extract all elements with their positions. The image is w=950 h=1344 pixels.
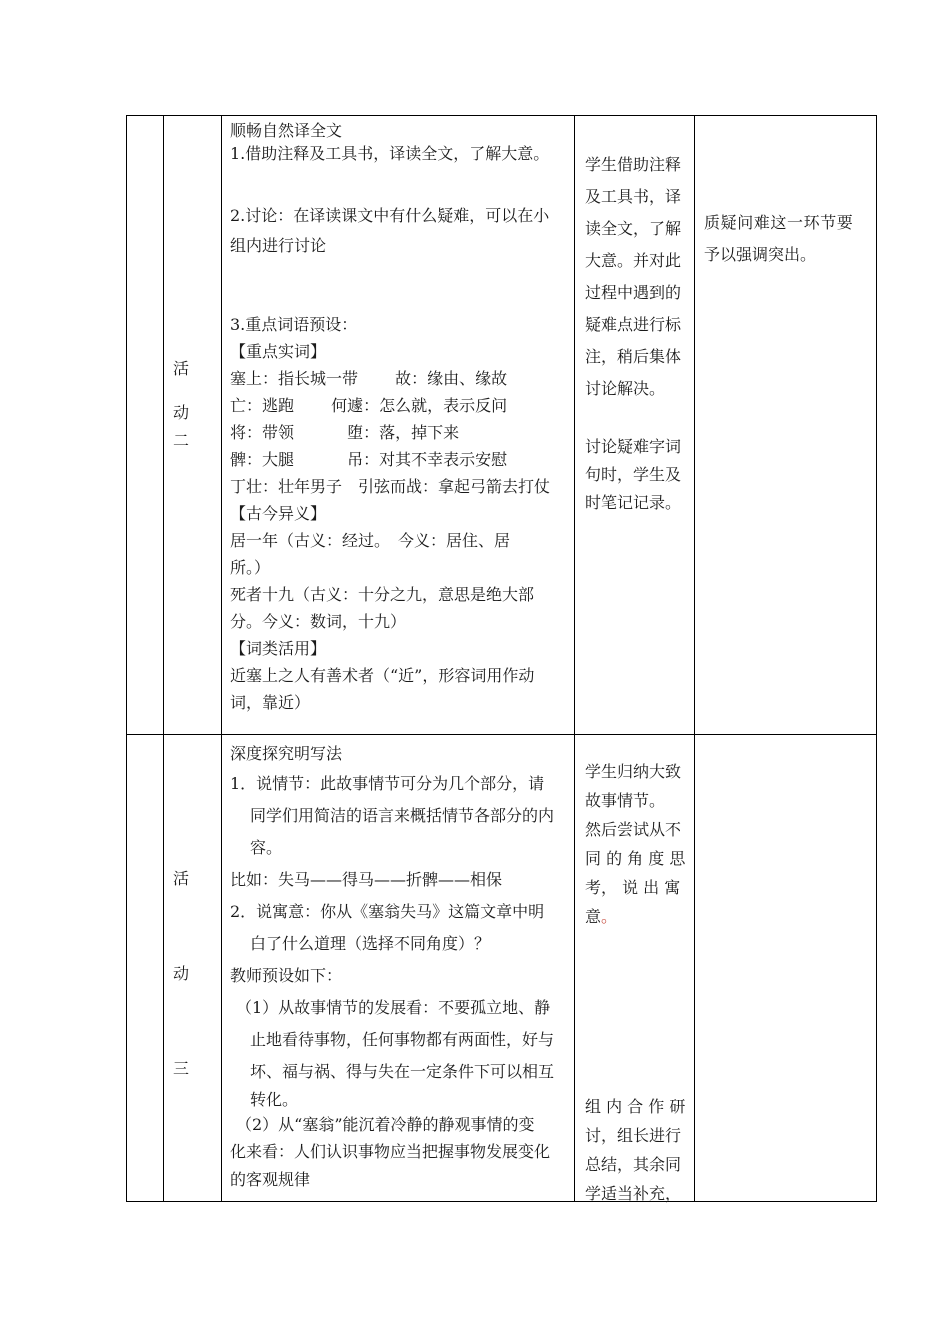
- content-line: 比如：失马——得马——折髀——相保: [230, 870, 503, 889]
- student-line: 大意。并对此: [585, 251, 682, 270]
- activity-label-char: 二: [173, 431, 190, 450]
- section-heading: 深度探究明写法: [230, 744, 343, 763]
- student-line: 同 的 角 度 思: [585, 849, 686, 868]
- content-line: 所。）: [230, 558, 271, 577]
- activity-label-char: 活: [173, 359, 190, 378]
- content-line: 分。今义：数词，十九）: [230, 612, 407, 631]
- student-line: 句时，学生及: [585, 465, 682, 484]
- student-line: 然后尝试从不: [585, 820, 682, 839]
- activity-label-char: 动: [173, 964, 190, 983]
- section-bracket-heading: 【古今异义】: [230, 504, 327, 523]
- content-line: 组内进行讨论: [230, 236, 327, 255]
- student-line: 讨论疑难字词: [585, 437, 682, 456]
- student-line: 总结，其余同: [585, 1155, 682, 1174]
- table-right-border: [876, 115, 877, 1202]
- student-line: 疑难点进行标: [585, 315, 682, 334]
- student-line: 学生借助注释: [585, 155, 682, 174]
- content-line: 止地看待事物，任何事物都有两面性，好与: [250, 1030, 555, 1049]
- student-line-text: 意: [585, 907, 602, 926]
- activity-label-char: 动: [173, 403, 190, 422]
- student-line: 学生归纳大致: [585, 762, 682, 781]
- section-bracket-heading: 【重点实词】: [230, 342, 327, 361]
- content-line: 转化。: [250, 1090, 299, 1109]
- student-line: 讨论解决。: [585, 379, 666, 398]
- vocab-line: 丁壮：壮年男子 引弦而战：拿起弓箭去打仗: [230, 477, 551, 496]
- student-activity-three-b: [585, 1092, 691, 1208]
- content-line: 同学们用简洁的语言来概括情节各部分的内: [250, 806, 555, 825]
- content-line: 词，靠近）: [230, 693, 311, 712]
- content-line: 近塞上之人有善术者（“近”，形容词用作动: [230, 666, 535, 685]
- student-line: 及工具书，译: [585, 187, 682, 206]
- activity-label-char: 活: [173, 869, 190, 888]
- table-left-border: [126, 115, 127, 1202]
- activity-three-content: [230, 740, 572, 1194]
- vocab-line: 亡：逃跑 何遽：怎么就，表示反问: [230, 396, 508, 415]
- activity-two-content: [230, 121, 570, 716]
- content-line: 化来看：人们认识事物应当把握事物发展变化: [230, 1142, 551, 1161]
- content-line: 容。: [250, 838, 283, 857]
- note-line: 质疑问难这一环节要: [704, 213, 854, 232]
- design-note-two: [704, 207, 874, 271]
- student-activity-three-a: [585, 757, 691, 931]
- activity-label-char: 三: [173, 1059, 190, 1078]
- content-line: 教师预设如下：: [230, 966, 343, 985]
- section-bracket-heading: 【词类活用】: [230, 639, 327, 658]
- column-divider-3: [574, 115, 575, 1202]
- content-line: （2）从“塞翁”能沉着冷静的静观事情的变: [236, 1115, 535, 1134]
- student-line: 讨，组长进行: [585, 1126, 682, 1145]
- content-line: 1.借助注释及工具书，译读全文，了解大意。: [230, 144, 550, 163]
- content-line: 1．说情节：此故事情节可分为几个部分，请: [230, 774, 545, 793]
- content-line: 居一年（古义：经过。 今义：居住、居: [230, 531, 511, 550]
- student-line: 时笔记记录。: [585, 493, 682, 512]
- student-line: 注，稍后集体: [585, 347, 682, 366]
- vocab-line: 将：带领 堕：落，掉下来: [230, 423, 460, 442]
- vocab-line: 髀：大腿 吊：对其不幸表示安慰: [230, 450, 508, 469]
- section-heading: 顺畅自然译全文: [230, 121, 343, 140]
- student-activity-two: [585, 149, 691, 517]
- content-line: 死者十九（古义：十分之九，意思是绝大部: [230, 585, 535, 604]
- student-line: 过程中遇到的: [585, 283, 682, 302]
- content-line: 3.重点词语预设：: [230, 315, 358, 334]
- student-line: 组 内 合 作 研: [585, 1097, 686, 1116]
- content-line: （1）从故事情节的发展看：不要孤立地、静: [236, 998, 551, 1017]
- table-bottom-border: [126, 1201, 877, 1202]
- content-line: 的客观规律: [230, 1170, 311, 1189]
- student-line: 学适当补充，: [585, 1184, 682, 1203]
- column-divider-4: [694, 115, 695, 1202]
- student-line: 读全文，了解: [585, 219, 682, 238]
- content-line: 2．说寓意：你从《塞翁失马》这篇文章中明: [230, 902, 545, 921]
- content-line: 2.讨论：在译读课文中有什么疑难，可以在小: [230, 206, 550, 225]
- note-line: 予以强调突出。: [704, 245, 817, 264]
- table-top-border: [126, 115, 877, 116]
- row-divider: [126, 734, 877, 735]
- content-line: 坏、福与祸、得与失在一定条件下可以相互: [250, 1062, 555, 1081]
- vocab-line: 塞上：指长城一带 故：缘由、缘故: [230, 369, 508, 388]
- student-line: 故事情节。: [585, 791, 666, 810]
- student-line: 考， 说 出 寓: [585, 878, 681, 897]
- student-line-last: [585, 902, 691, 931]
- period-mark: 。: [601, 907, 618, 926]
- column-divider-2: [221, 115, 222, 1202]
- column-divider-1: [163, 115, 164, 1202]
- content-line: 白了什么道理（选择不同角度）？: [250, 934, 491, 953]
